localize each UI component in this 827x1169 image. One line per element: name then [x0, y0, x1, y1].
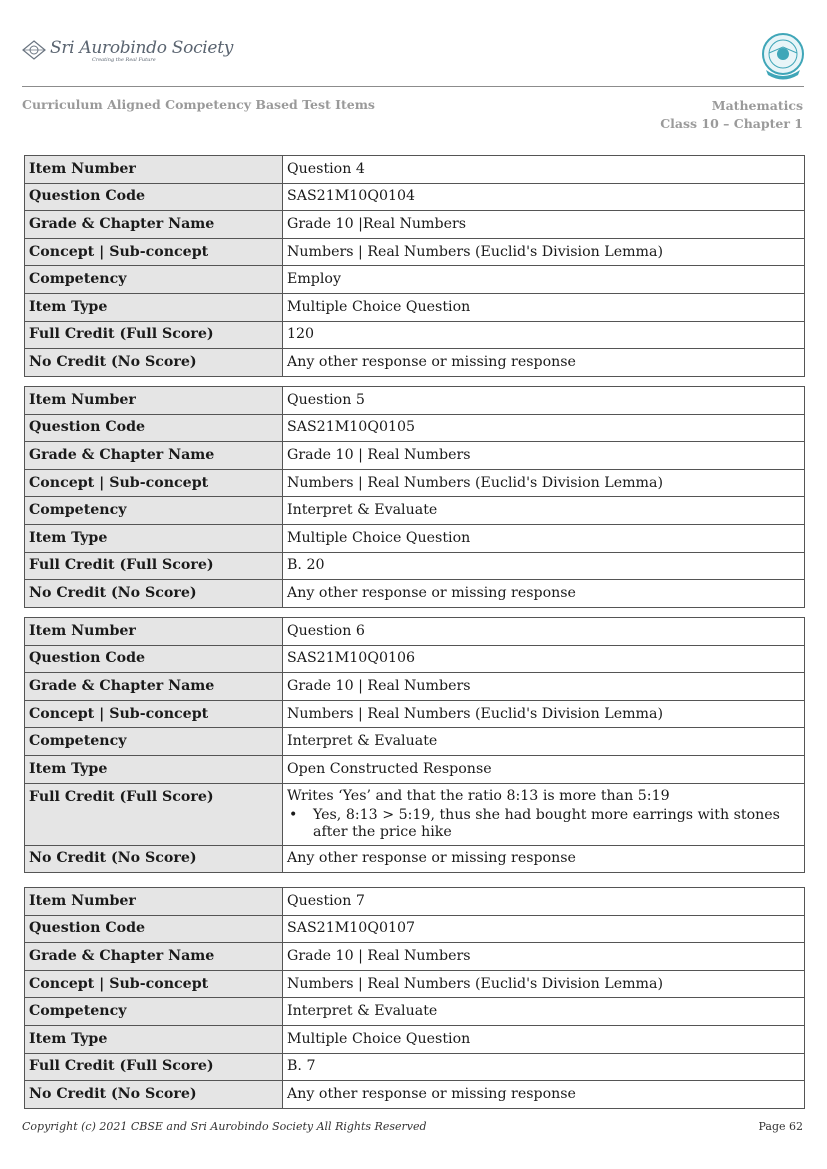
table-row: [25, 645, 805, 673]
table-row: [25, 552, 805, 580]
table-row: [25, 700, 805, 728]
row-value: Grade 10 | Real Numbers: [283, 442, 805, 470]
row-label: Question Code: [25, 183, 283, 211]
copyright-notice: Copyright (c) 2021 CBSE and Sri Aurobindo Society All Rights Reserved: [22, 1120, 427, 1133]
row-label: Competency: [25, 728, 283, 756]
table-row: [25, 580, 805, 608]
row-label: No Credit (No Score): [25, 845, 283, 873]
row-label: Concept | Sub-concept: [25, 970, 283, 998]
society-emblem-icon: [22, 40, 46, 60]
row-value: SAS21M10Q0107: [283, 915, 805, 943]
row-value-multiline: [283, 783, 805, 845]
table-row: [25, 321, 805, 349]
row-label: No Credit (No Score): [25, 580, 283, 608]
table-row: [25, 414, 805, 442]
row-label: Item Number: [25, 618, 283, 646]
table-row: [25, 943, 805, 971]
document-title: Curriculum Aligned Competency Based Test Items: [22, 97, 375, 112]
row-label: Grade & Chapter Name: [25, 442, 283, 470]
table-row: [25, 998, 805, 1026]
table-row: [25, 618, 805, 646]
row-value: Employ: [283, 266, 805, 294]
row-value: Numbers | Real Numbers (Euclid's Division Lemma): [283, 970, 805, 998]
cbse-seal-icon: [760, 32, 806, 80]
row-value: Interpret & Evaluate: [283, 497, 805, 525]
row-label: Item Type: [25, 755, 283, 783]
row-value: Numbers | Real Numbers (Euclid's Division Lemma): [283, 700, 805, 728]
header-divider: [22, 86, 804, 87]
table-row: [25, 349, 805, 377]
row-label: Item Number: [25, 387, 283, 415]
table-row: [25, 497, 805, 525]
row-label: No Credit (No Score): [25, 349, 283, 377]
table-row: [25, 1025, 805, 1053]
table-row: [25, 442, 805, 470]
row-label: Grade & Chapter Name: [25, 673, 283, 701]
row-value: Open Constructed Response: [283, 755, 805, 783]
row-label: Concept | Sub-concept: [25, 700, 283, 728]
row-value: B. 7: [283, 1053, 805, 1081]
row-value: Numbers | Real Numbers (Euclid's Division Lemma): [283, 469, 805, 497]
table-row: [25, 266, 805, 294]
row-label: Competency: [25, 497, 283, 525]
cbse-seal-logo: [760, 32, 806, 80]
row-label: Competency: [25, 266, 283, 294]
table-row: [25, 845, 805, 873]
row-value: B. 20: [283, 552, 805, 580]
logo-wordmark: Sri Aurobindo Society: [50, 38, 234, 58]
row-value: Any other response or missing response: [283, 349, 805, 377]
page-number: Page 62: [758, 1120, 803, 1133]
row-value: Numbers | Real Numbers (Euclid's Division Lemma): [283, 238, 805, 266]
row-value: Any other response or missing response: [283, 1081, 805, 1109]
row-label: Item Type: [25, 1025, 283, 1053]
table-row: [25, 156, 805, 184]
table-row: [25, 387, 805, 415]
row-label: Concept | Sub-concept: [25, 469, 283, 497]
table-row: [25, 728, 805, 756]
row-label: Question Code: [25, 645, 283, 673]
row-value: Interpret & Evaluate: [283, 998, 805, 1026]
row-value: Interpret & Evaluate: [283, 728, 805, 756]
row-label: No Credit (No Score): [25, 1081, 283, 1109]
row-value: Multiple Choice Question: [283, 293, 805, 321]
full-credit-statement: Writes ‘Yes’ and that the ratio 8:13 is more than 5:19: [287, 787, 670, 804]
row-label: Item Number: [25, 888, 283, 916]
table-row: [25, 673, 805, 701]
subject-name: Mathematics: [711, 98, 803, 113]
row-value: Grade 10 |Real Numbers: [283, 211, 805, 239]
row-value: SAS21M10Q0105: [283, 414, 805, 442]
bullet-item: [287, 807, 800, 841]
row-label: Question Code: [25, 915, 283, 943]
row-value: Question 4: [283, 156, 805, 184]
item-table-question-6: [24, 617, 805, 873]
class-chapter: Class 10 – Chapter 1: [660, 116, 803, 131]
table-row: [25, 915, 805, 943]
item-table-question-4: [24, 155, 805, 377]
table-row: [25, 293, 805, 321]
row-label: Item Type: [25, 524, 283, 552]
table-row: [25, 238, 805, 266]
row-label: Full Credit (Full Score): [25, 552, 283, 580]
logo-tagline: Creating the Real Future: [92, 57, 156, 63]
row-value: Grade 10 | Real Numbers: [283, 673, 805, 701]
table-row: [25, 469, 805, 497]
table-row: [25, 183, 805, 211]
row-value: Question 7: [283, 888, 805, 916]
table-row: [25, 970, 805, 998]
row-value: Grade 10 | Real Numbers: [283, 943, 805, 971]
subject-info: [660, 97, 803, 133]
sri-aurobindo-society-logo: [22, 38, 234, 68]
bullet-marker: •: [289, 806, 298, 823]
bullet-text: Yes, 8:13 > 5:19, thus she had bought more earrings with stones after the price hike: [313, 806, 780, 840]
row-label: Question Code: [25, 414, 283, 442]
row-value: Any other response or missing response: [283, 845, 805, 873]
row-label: Full Credit (Full Score): [25, 321, 283, 349]
table-row: [25, 755, 805, 783]
row-label: Item Type: [25, 293, 283, 321]
row-label: Grade & Chapter Name: [25, 943, 283, 971]
item-table-question-7: [24, 887, 805, 1109]
table-row: [25, 888, 805, 916]
row-label: Competency: [25, 998, 283, 1026]
table-row: [25, 783, 805, 845]
row-value: Question 5: [283, 387, 805, 415]
row-value: SAS21M10Q0106: [283, 645, 805, 673]
row-value: Question 6: [283, 618, 805, 646]
row-value: SAS21M10Q0104: [283, 183, 805, 211]
row-value: 120: [283, 321, 805, 349]
row-label: Item Number: [25, 156, 283, 184]
row-label: Full Credit (Full Score): [25, 1053, 283, 1081]
row-label: Full Credit (Full Score): [25, 783, 283, 845]
table-row: [25, 524, 805, 552]
table-row: [25, 211, 805, 239]
row-value: Multiple Choice Question: [283, 524, 805, 552]
row-label: Concept | Sub-concept: [25, 238, 283, 266]
item-table-question-5: [24, 386, 805, 608]
table-row: [25, 1053, 805, 1081]
table-row: [25, 1081, 805, 1109]
row-value: Any other response or missing response: [283, 580, 805, 608]
row-label: Grade & Chapter Name: [25, 211, 283, 239]
row-value: Multiple Choice Question: [283, 1025, 805, 1053]
